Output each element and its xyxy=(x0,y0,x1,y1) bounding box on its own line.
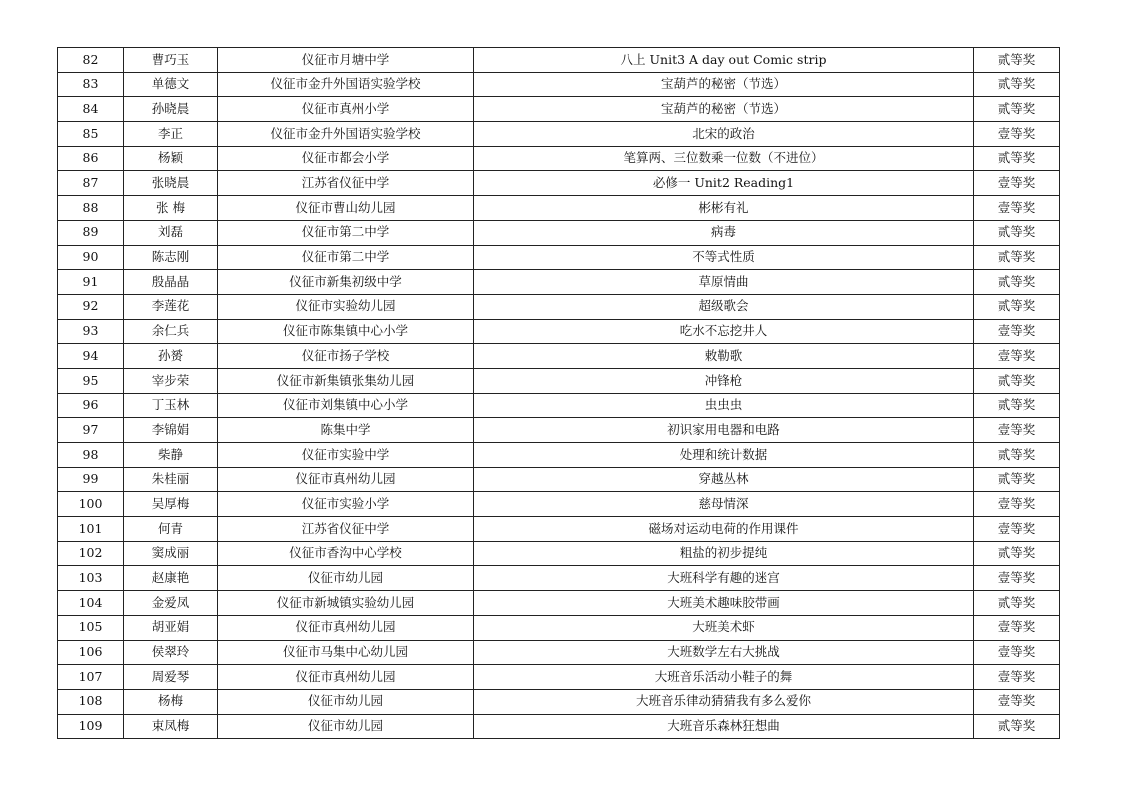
school-cell: 仪征市马集中心幼儿园 xyxy=(218,640,474,665)
row-number-cell: 98 xyxy=(58,443,124,468)
award-table-body xyxy=(58,48,1060,739)
row-number-cell: 91 xyxy=(58,270,124,295)
award-level-cell: 壹等奖 xyxy=(974,517,1060,542)
lesson-title-cell: 吃水不忘挖井人 xyxy=(474,319,974,344)
lesson-title-cell: 慈母情深 xyxy=(474,492,974,517)
teacher-name-cell: 侯翠玲 xyxy=(124,640,218,665)
award-level-cell: 贰等奖 xyxy=(974,48,1060,73)
award-table xyxy=(57,47,1060,739)
award-level-cell: 贰等奖 xyxy=(974,443,1060,468)
teacher-name-cell: 单德文 xyxy=(124,72,218,97)
award-level-cell: 贰等奖 xyxy=(974,72,1060,97)
row-number-cell: 82 xyxy=(58,48,124,73)
lesson-title-cell: 大班科学有趣的迷宫 xyxy=(474,566,974,591)
award-level-cell: 壹等奖 xyxy=(974,171,1060,196)
table-row xyxy=(58,418,1060,443)
table-row xyxy=(58,640,1060,665)
teacher-name-cell: 李锦娟 xyxy=(124,418,218,443)
row-number-cell: 99 xyxy=(58,467,124,492)
row-number-cell: 103 xyxy=(58,566,124,591)
teacher-name-cell: 余仁兵 xyxy=(124,319,218,344)
award-level-cell: 贰等奖 xyxy=(974,714,1060,739)
award-level-cell: 贰等奖 xyxy=(974,220,1060,245)
school-cell: 陈集中学 xyxy=(218,418,474,443)
row-number-cell: 94 xyxy=(58,344,124,369)
school-cell: 仪征市新城镇实验幼儿园 xyxy=(218,591,474,616)
row-number-cell: 101 xyxy=(58,517,124,542)
teacher-name-cell: 李正 xyxy=(124,122,218,147)
teacher-name-cell: 杨梅 xyxy=(124,689,218,714)
table-row xyxy=(58,566,1060,591)
row-number-cell: 97 xyxy=(58,418,124,443)
lesson-title-cell: 大班音乐森林狂想曲 xyxy=(474,714,974,739)
teacher-name-cell: 李莲花 xyxy=(124,294,218,319)
lesson-title-cell: 大班音乐律动猜猜我有多么爱你 xyxy=(474,689,974,714)
table-row xyxy=(58,122,1060,147)
table-row xyxy=(58,48,1060,73)
row-number-cell: 109 xyxy=(58,714,124,739)
table-row xyxy=(58,591,1060,616)
row-number-cell: 105 xyxy=(58,615,124,640)
teacher-name-cell: 窦成丽 xyxy=(124,541,218,566)
award-level-cell: 壹等奖 xyxy=(974,319,1060,344)
school-cell: 仪征市扬子学校 xyxy=(218,344,474,369)
school-cell: 仪征市新集初级中学 xyxy=(218,270,474,295)
school-cell: 江苏省仪征中学 xyxy=(218,517,474,542)
award-level-cell: 贰等奖 xyxy=(974,294,1060,319)
lesson-title-cell: 大班美术虾 xyxy=(474,615,974,640)
school-cell: 仪征市幼儿园 xyxy=(218,689,474,714)
lesson-title-cell: 大班音乐活动小鞋子的舞 xyxy=(474,665,974,690)
school-cell: 仪征市真州幼儿园 xyxy=(218,665,474,690)
teacher-name-cell: 殷晶晶 xyxy=(124,270,218,295)
row-number-cell: 87 xyxy=(58,171,124,196)
school-cell: 仪征市金升外国语实验学校 xyxy=(218,122,474,147)
lesson-title-cell: 病毒 xyxy=(474,220,974,245)
school-cell: 仪征市新集镇张集幼儿园 xyxy=(218,368,474,393)
row-number-cell: 88 xyxy=(58,196,124,221)
school-cell: 仪征市真州小学 xyxy=(218,97,474,122)
row-number-cell: 92 xyxy=(58,294,124,319)
lesson-title-cell: 处理和统计数据 xyxy=(474,443,974,468)
school-cell: 仪征市真州幼儿园 xyxy=(218,615,474,640)
row-number-cell: 108 xyxy=(58,689,124,714)
row-number-cell: 90 xyxy=(58,245,124,270)
teacher-name-cell: 张晓晨 xyxy=(124,171,218,196)
school-cell: 仪征市幼儿园 xyxy=(218,566,474,591)
table-row xyxy=(58,196,1060,221)
table-row xyxy=(58,146,1060,171)
row-number-cell: 83 xyxy=(58,72,124,97)
lesson-title-cell: 北宋的政治 xyxy=(474,122,974,147)
lesson-title-cell: 粗盐的初步提纯 xyxy=(474,541,974,566)
lesson-title-cell: 磁场对运动电荷的作用课件 xyxy=(474,517,974,542)
lesson-title-cell: 初识家用电器和电路 xyxy=(474,418,974,443)
row-number-cell: 89 xyxy=(58,220,124,245)
award-level-cell: 壹等奖 xyxy=(974,418,1060,443)
teacher-name-cell: 朱桂丽 xyxy=(124,467,218,492)
award-level-cell: 贰等奖 xyxy=(974,591,1060,616)
award-level-cell: 壹等奖 xyxy=(974,344,1060,369)
table-row xyxy=(58,344,1060,369)
row-number-cell: 86 xyxy=(58,146,124,171)
lesson-title-cell: 大班美术趣味胶带画 xyxy=(474,591,974,616)
school-cell: 仪征市实验中学 xyxy=(218,443,474,468)
award-level-cell: 贰等奖 xyxy=(974,393,1060,418)
award-level-cell: 贰等奖 xyxy=(974,368,1060,393)
school-cell: 仪征市陈集镇中心小学 xyxy=(218,319,474,344)
lesson-title-cell: 大班数学左右大挑战 xyxy=(474,640,974,665)
table-row xyxy=(58,517,1060,542)
award-level-cell: 壹等奖 xyxy=(974,492,1060,517)
lesson-title-cell: 草原情曲 xyxy=(474,270,974,295)
row-number-cell: 104 xyxy=(58,591,124,616)
school-cell: 仪征市都会小学 xyxy=(218,146,474,171)
lesson-title-cell: 不等式性质 xyxy=(474,245,974,270)
lesson-title-cell: 虫虫虫 xyxy=(474,393,974,418)
row-number-cell: 100 xyxy=(58,492,124,517)
teacher-name-cell: 曹巧玉 xyxy=(124,48,218,73)
school-cell: 仪征市月塘中学 xyxy=(218,48,474,73)
table-row xyxy=(58,97,1060,122)
school-cell: 仪征市刘集镇中心小学 xyxy=(218,393,474,418)
row-number-cell: 96 xyxy=(58,393,124,418)
table-row xyxy=(58,245,1060,270)
award-level-cell: 壹等奖 xyxy=(974,566,1060,591)
school-cell: 仪征市第二中学 xyxy=(218,245,474,270)
teacher-name-cell: 何青 xyxy=(124,517,218,542)
table-row xyxy=(58,319,1060,344)
school-cell: 仪征市真州幼儿园 xyxy=(218,467,474,492)
school-cell: 仪征市实验小学 xyxy=(218,492,474,517)
award-level-cell: 壹等奖 xyxy=(974,689,1060,714)
lesson-title-cell: 宝葫芦的秘密（节选） xyxy=(474,97,974,122)
award-level-cell: 壹等奖 xyxy=(974,122,1060,147)
table-row xyxy=(58,294,1060,319)
row-number-cell: 102 xyxy=(58,541,124,566)
teacher-name-cell: 丁玉林 xyxy=(124,393,218,418)
row-number-cell: 106 xyxy=(58,640,124,665)
lesson-title-cell: 必修一 Unit2 Reading1 xyxy=(474,171,974,196)
table-row xyxy=(58,467,1060,492)
school-cell: 仪征市实验幼儿园 xyxy=(218,294,474,319)
lesson-title-cell: 冲锋枪 xyxy=(474,368,974,393)
teacher-name-cell: 赵康艳 xyxy=(124,566,218,591)
row-number-cell: 84 xyxy=(58,97,124,122)
teacher-name-cell: 周爱琴 xyxy=(124,665,218,690)
table-row xyxy=(58,220,1060,245)
teacher-name-cell: 金爱凤 xyxy=(124,591,218,616)
table-row xyxy=(58,393,1060,418)
lesson-title-cell: 敕勒歌 xyxy=(474,344,974,369)
teacher-name-cell: 刘磊 xyxy=(124,220,218,245)
teacher-name-cell: 吴厚梅 xyxy=(124,492,218,517)
row-number-cell: 95 xyxy=(58,368,124,393)
lesson-title-cell: 穿越丛林 xyxy=(474,467,974,492)
table-row xyxy=(58,714,1060,739)
table-row xyxy=(58,72,1060,97)
table-row xyxy=(58,368,1060,393)
teacher-name-cell: 束凤梅 xyxy=(124,714,218,739)
table-row xyxy=(58,171,1060,196)
award-level-cell: 壹等奖 xyxy=(974,665,1060,690)
school-cell: 仪征市幼儿园 xyxy=(218,714,474,739)
table-row xyxy=(58,689,1060,714)
table-row xyxy=(58,541,1060,566)
award-level-cell: 壹等奖 xyxy=(974,640,1060,665)
table-row xyxy=(58,615,1060,640)
school-cell: 仪征市曹山幼儿园 xyxy=(218,196,474,221)
lesson-title-cell: 笔算两、三位数乘一位数（不进位） xyxy=(474,146,974,171)
table-row xyxy=(58,270,1060,295)
teacher-name-cell: 胡亚娟 xyxy=(124,615,218,640)
award-level-cell: 壹等奖 xyxy=(974,196,1060,221)
school-cell: 仪征市香沟中心学校 xyxy=(218,541,474,566)
table-row xyxy=(58,492,1060,517)
award-level-cell: 贰等奖 xyxy=(974,146,1060,171)
award-level-cell: 贰等奖 xyxy=(974,245,1060,270)
award-level-cell: 壹等奖 xyxy=(974,615,1060,640)
award-level-cell: 贰等奖 xyxy=(974,467,1060,492)
table-row xyxy=(58,443,1060,468)
lesson-title-cell: 八上 Unit3 A day out Comic strip xyxy=(474,48,974,73)
lesson-title-cell: 超级歌会 xyxy=(474,294,974,319)
school-cell: 江苏省仪征中学 xyxy=(218,171,474,196)
award-level-cell: 贰等奖 xyxy=(974,541,1060,566)
lesson-title-cell: 彬彬有礼 xyxy=(474,196,974,221)
row-number-cell: 85 xyxy=(58,122,124,147)
teacher-name-cell: 宰步荣 xyxy=(124,368,218,393)
row-number-cell: 93 xyxy=(58,319,124,344)
teacher-name-cell: 柴静 xyxy=(124,443,218,468)
teacher-name-cell: 陈志刚 xyxy=(124,245,218,270)
table-row xyxy=(58,665,1060,690)
teacher-name-cell: 孙晓晨 xyxy=(124,97,218,122)
award-level-cell: 贰等奖 xyxy=(974,97,1060,122)
school-cell: 仪征市金升外国语实验学校 xyxy=(218,72,474,97)
award-level-cell: 贰等奖 xyxy=(974,270,1060,295)
lesson-title-cell: 宝葫芦的秘密（节选） xyxy=(474,72,974,97)
row-number-cell: 107 xyxy=(58,665,124,690)
teacher-name-cell: 孙赟 xyxy=(124,344,218,369)
school-cell: 仪征市第二中学 xyxy=(218,220,474,245)
teacher-name-cell: 张 梅 xyxy=(124,196,218,221)
teacher-name-cell: 杨颖 xyxy=(124,146,218,171)
